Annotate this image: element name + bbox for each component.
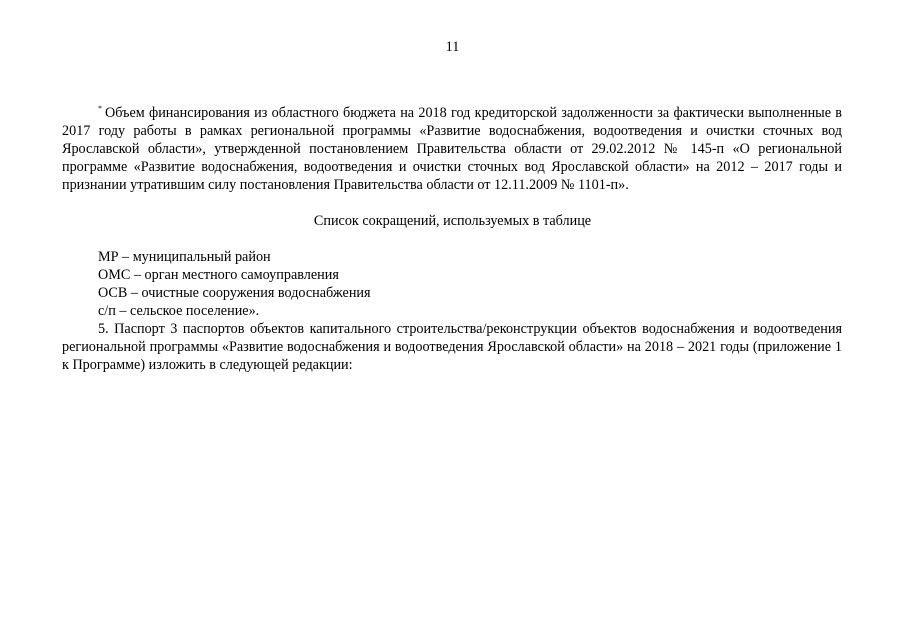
footnote: [62, 104, 842, 194]
footnote-text: Объем финансирования из областного бюджета на 2018 год кредиторской задолженности за фактически выполненные в 2017 году работы в рамках региональной программы «Развитие водоснабжения, водоотведения и очистки сточных вод Ярославской области», утвержденной постановлением Правительства области от 29.02.2012 № 145-п «О региональной программе «Развитие водоснабжения, водоотведения и очистки сточных вод Ярославской области» на 2012 – 2017 годы и признании утратившим силу постановления Правительства области от 12.11.2009 № 1101-п».: [62, 105, 842, 193]
abbreviation-item: МР – муниципальный район: [98, 249, 271, 265]
abbreviations-heading: Список сокращений, используемых в таблице: [313, 213, 592, 229]
abbreviations-section: [62, 248, 842, 374]
page-number: 11: [445, 39, 460, 55]
abbreviation-item: ОСВ – очистные сооружения водоснабжения: [98, 285, 371, 301]
paragraph-5: 5. Паспорт 3 паспортов объектов капитального строительства/реконструкции объектов водоснабжения и водоотведения региональной программы «Развитие водоснабжения и водоотведения Ярославской области» на 2018 – 2021 годы (приложение 1 к Программе) изложить в следующей редакции:: [62, 321, 842, 373]
abbreviation-item: ОМС – орган местного самоуправления: [98, 267, 339, 283]
abbreviation-item: с/п – сельское поселение».: [98, 303, 260, 319]
footnote-marker: *: [98, 104, 102, 114]
